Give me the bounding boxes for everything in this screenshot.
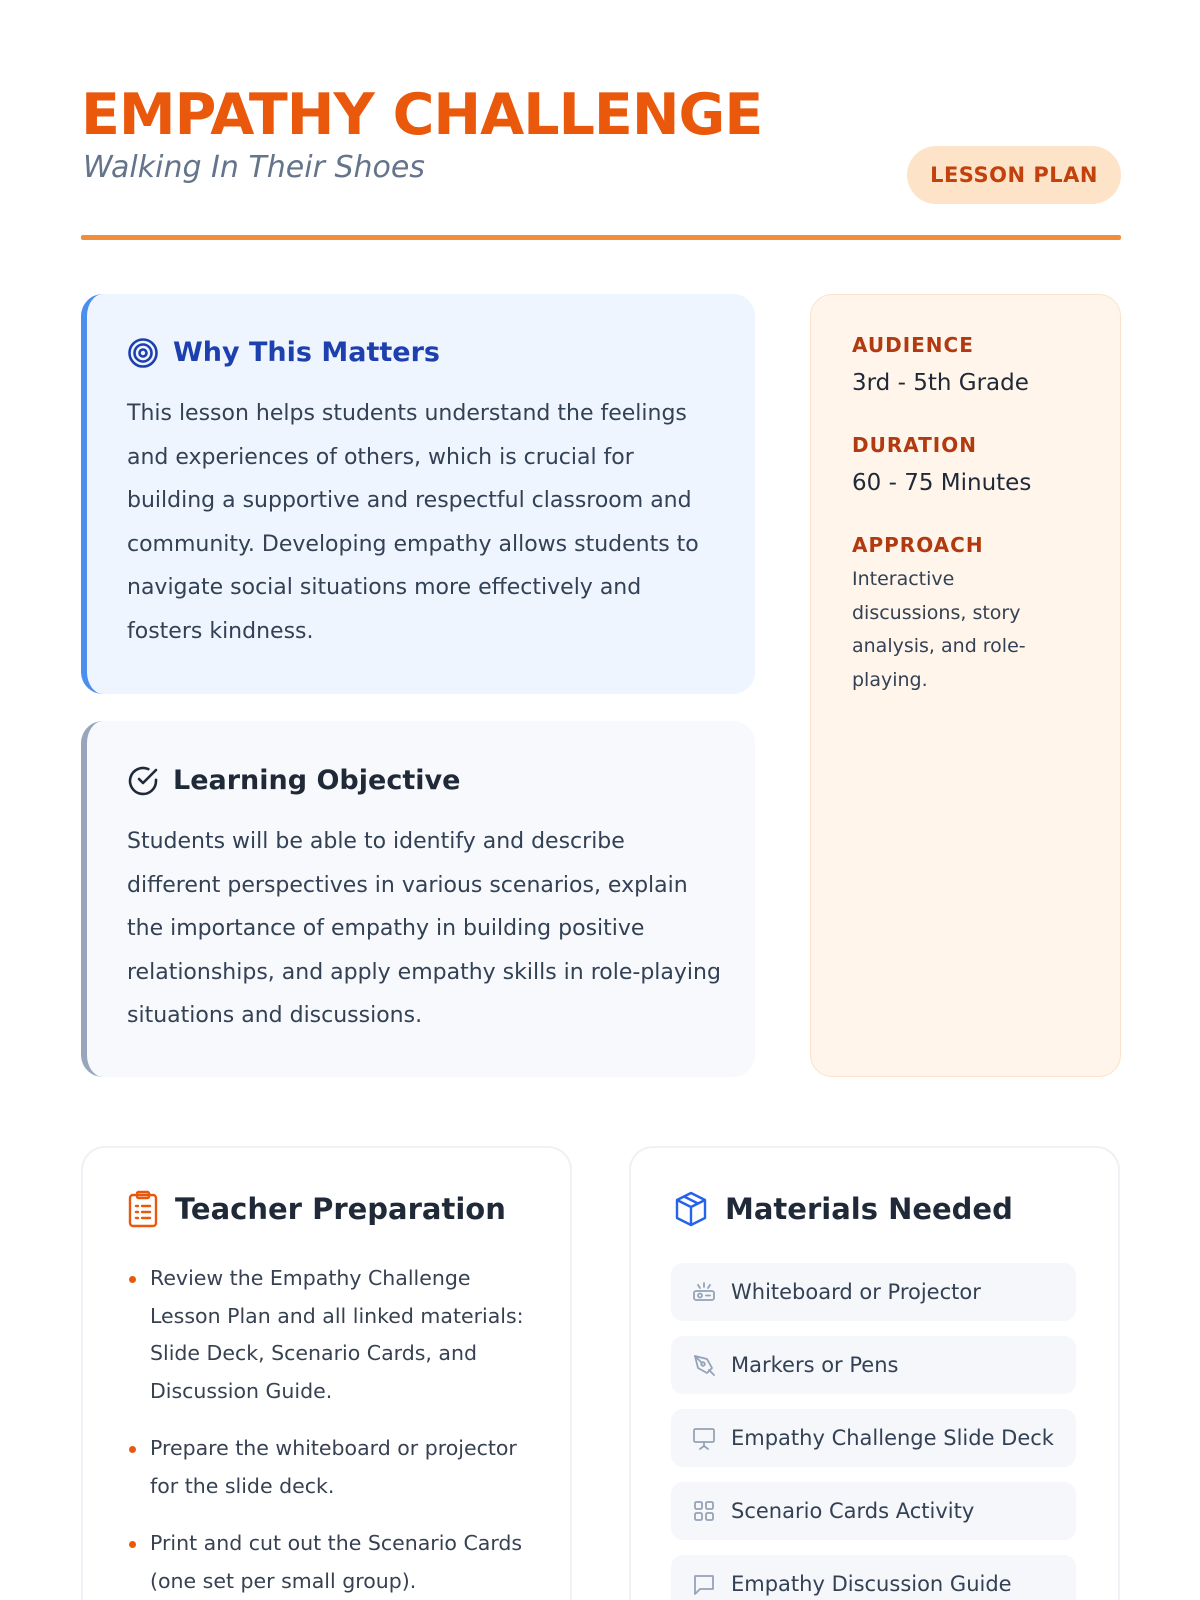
audience-value: 3rd - 5th Grade	[852, 370, 1029, 396]
approach-label: APPROACH	[852, 533, 984, 557]
prep-item: Review the Empathy Challenge Lesson Plan and all linked materials: Slide Deck, Scenario Cards, and Discussion Guide.	[129, 1260, 539, 1410]
material-item	[671, 1409, 1076, 1467]
target-icon	[127, 337, 159, 369]
materials-needed-card	[629, 1146, 1120, 1600]
materials-card-title: Materials Needed	[725, 1192, 1013, 1226]
message-icon	[691, 1571, 717, 1597]
prep-list	[129, 1260, 539, 1600]
material-label: Empathy Discussion Guide	[731, 1572, 1012, 1596]
projector-icon	[691, 1279, 717, 1305]
page-subtitle: Walking In Their Shoes	[83, 150, 425, 185]
duration-label: DURATION	[852, 433, 977, 457]
material-label: Markers or Pens	[731, 1353, 899, 1377]
prep-item: Print and cut out the Scenario Cards (one set per small group).	[129, 1525, 539, 1600]
material-item	[671, 1482, 1076, 1540]
objective-card-body: Students will be able to identify and describe different perspectives in various scenarios, explain the importance of empathy in building positive relationships, and apply empathy skills in role-playing situations and discussions.	[127, 829, 721, 1028]
material-label: Scenario Cards Activity	[731, 1499, 975, 1523]
presentation-icon	[691, 1425, 717, 1451]
lesson-details-panel	[810, 294, 1121, 1077]
grid-icon	[691, 1498, 717, 1524]
why-card-title: Why This Matters	[173, 337, 440, 368]
material-label: Whiteboard or Projector	[731, 1280, 981, 1304]
clipboard-icon	[127, 1190, 159, 1228]
check-circle-icon	[127, 765, 159, 797]
audience-label: AUDIENCE	[852, 333, 974, 357]
learning-objective-card	[81, 721, 755, 1077]
why-this-matters-card	[81, 294, 755, 694]
pen-icon	[691, 1352, 717, 1378]
material-item	[671, 1336, 1076, 1394]
why-card-body: This lesson helps students understand the feelings and experiences of others, which is crucial for building a supportive and respectful classroom and community. Developing empathy allows students to navigate social situations more effectively and fosters kindness.	[127, 401, 699, 644]
materials-list	[671, 1263, 1076, 1600]
material-item	[671, 1555, 1076, 1600]
why-card-header	[127, 336, 440, 370]
prep-card-title: Teacher Preparation	[175, 1192, 506, 1226]
material-label: Empathy Challenge Slide Deck	[731, 1426, 1054, 1450]
lesson-plan-badge: LESSON PLAN	[907, 146, 1121, 204]
approach-value: Interactive discussions, story analysis, and role-playing.	[852, 568, 1026, 691]
duration-value: 60 - 75 Minutes	[852, 470, 1032, 496]
duration-block	[852, 432, 1092, 500]
page-title: EMPATHY CHALLENGE	[81, 82, 763, 148]
approach-block	[852, 532, 1067, 697]
prep-item: Prepare the whiteboard or projector for the slide deck.	[129, 1430, 539, 1505]
audience-block	[852, 332, 1092, 400]
page-header	[81, 82, 1121, 242]
objective-card-title: Learning Objective	[173, 765, 461, 796]
teacher-preparation-card	[81, 1146, 572, 1600]
box-icon	[673, 1190, 709, 1228]
header-divider	[81, 235, 1121, 240]
prep-card-header	[127, 1190, 506, 1228]
materials-card-header	[673, 1190, 1013, 1228]
material-item	[671, 1263, 1076, 1321]
objective-card-header	[127, 764, 460, 798]
